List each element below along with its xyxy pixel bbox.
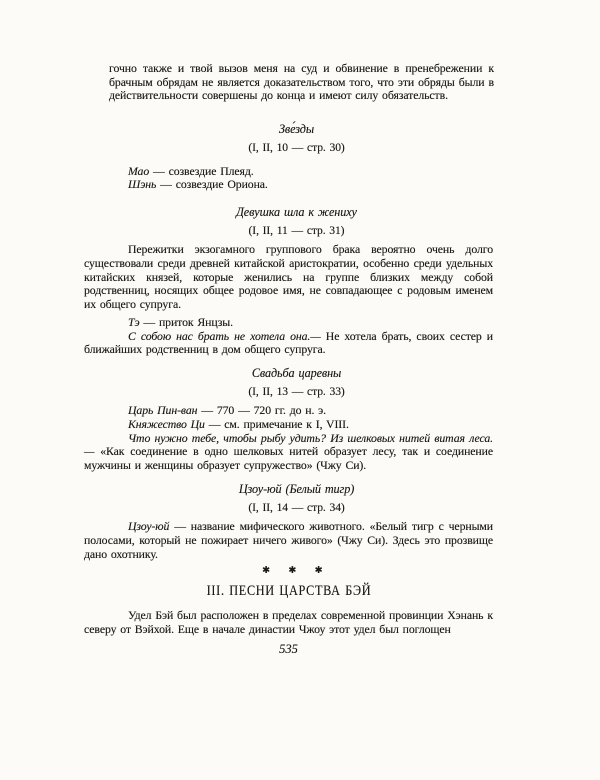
note-term: Тэ <box>128 314 140 329</box>
section-entries-tiger <box>84 520 493 561</box>
section-ref-bride: (I, II, 11 — стр. 31) <box>248 223 345 237</box>
section-title-stars: Зве́зды <box>279 122 314 137</box>
note-entry <box>84 404 493 418</box>
section-entries-wedding <box>84 404 493 473</box>
note-text: — название мифического животного. «Белый тигр с черными полосами, который не пожирает ничего живого» (Чжу Си). Здесь это прозвище дано охотнику. <box>84 519 493 561</box>
section-paragraph-bride: Пережитки экзогамного группового брака вероятно очень долго существовали среди древней китайской аристократии, особенно среди удельных китайских князей, которые женились на группе близких между собой родственниц, носящих общее родовое имя, не совпадающее с родовым именем их общего супруга. <box>84 242 493 312</box>
note-term: Княжество Ци <box>128 417 205 432</box>
closing-paragraph: Удел Бэй был расположен в пределах современной провинции Хэнань к северу от Вэйхой. Еще в начале династии Чжоу этот удел был поглощен <box>84 607 493 636</box>
section-title-wedding: Свадьба царевны <box>251 365 342 380</box>
note-text: — приток Янцзы. <box>139 314 233 329</box>
part-heading-text: III. ПЕСНИ ЦАРСТВА БЭЙ <box>206 583 371 600</box>
text-block <box>84 62 493 636</box>
section-ref-wedding: (I, II, 13 — стр. 33) <box>248 384 345 398</box>
stars-separator: ✱ ✱ ✱ <box>262 565 330 577</box>
part-heading <box>84 583 493 599</box>
note-entry <box>84 418 493 432</box>
page-number: 535 <box>279 642 298 656</box>
section-ref-stars: (I, II, 10 — стр. 30) <box>248 140 345 154</box>
note-entry <box>84 165 493 179</box>
continuation-paragraph: гочно также и твой вызов меня на суд и обвинение в пренебрежении к брачным обрядам не является доказательством того, что эти обряды были в действительности совершены до конца и имеют силу обязательств. <box>109 61 494 103</box>
note-text: — созвездие Ориона. <box>156 177 268 192</box>
note-entry <box>84 178 493 192</box>
section-entries-bride <box>84 316 493 357</box>
note-entry <box>84 520 493 561</box>
note-entry <box>84 432 493 473</box>
note-text: — 770 — 720 гг. до н. э. <box>197 403 326 418</box>
note-term: Цзоу-юй <box>128 519 170 534</box>
note-text: Не хотела брать, своих сестер и ближайших родственниц в дом общего супруга. <box>84 328 494 357</box>
section-title-bride: Девушка шла к жениху <box>236 204 357 219</box>
note-text: — созвездие Плеяд. <box>149 163 254 178</box>
note-text: «Как соединение в одно шелковых нитей образует лесу, так и соединение мужчины и женщины образует супружество» (Чжу Си). <box>84 444 493 473</box>
note-term: С собою нас брать не хотела она.— <box>128 328 321 343</box>
note-term: Мао <box>128 163 150 178</box>
note-term: Что нужно тебе, чтобы рыбу удить? Из шелковых нитей витая леса.— <box>84 430 493 459</box>
section-title-tiger: Цзоу-юй (Белый тигр) <box>238 481 355 496</box>
note-entry <box>84 316 493 330</box>
section-ref-tiger: (I, II, 14 — стр. 34) <box>248 500 345 514</box>
note-term: Шэнь <box>128 177 157 192</box>
note-entry <box>84 330 493 357</box>
note-text: — см. примечание к I, VIII. <box>204 417 349 432</box>
note-term: Царь Пин-ван <box>128 403 198 418</box>
section-entries-stars <box>84 165 493 192</box>
